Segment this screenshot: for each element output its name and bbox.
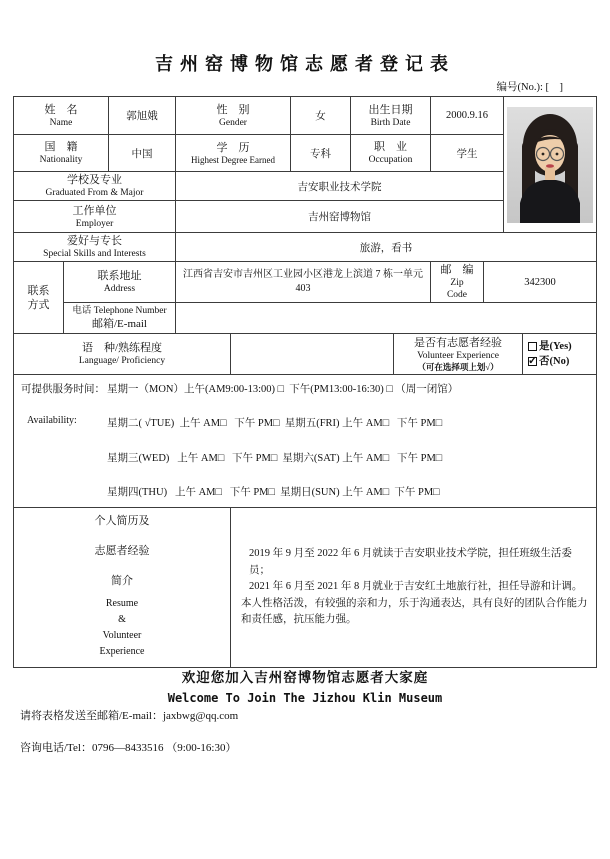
resume-label: 个人简历及 志愿者经验 简介 Resume & Volunteer Experience [14,508,231,668]
degree-label: 学 历 Highest Degree Earned [176,135,291,172]
contact-tel-line: 咨询电话/Tel：0796—8433516 （9:00-16:30） [20,742,237,754]
birthdate-label: 出生日期 Birth Date [351,97,431,135]
no-label: 否(No) [539,356,570,367]
occupation-value: 学生 [431,135,504,172]
zip-label: 邮 编 Zip Code [431,262,484,303]
skills-label: 爱好与专长 Special Skills and Interests [14,233,176,262]
gender-label: 性 别 Gender [176,97,291,135]
school-value: 吉安职业技术学院 [176,172,504,201]
employer-value: 吉州窑博物馆 [176,201,504,233]
welcome-message-en: Welcome To Join The Jizhou Klin Museum [167,691,443,705]
gender-value: 女 [291,97,351,135]
resume-line-2: 2021 年 6 月至 2021 年 8 月就业于吉安红土地旅行社，担任导游和计调。 [249,581,583,593]
name-label: 姓 名 Name [14,97,109,135]
availability-line-tue-fri [19,415,592,430]
employer-label: 工作单位 Employer [14,201,176,233]
degree-value: 专科 [291,135,351,172]
availability-line-mon [19,381,592,396]
language-label: 语 种/熟练程度 Language/ Proficiency [14,334,231,375]
school-label: 学校及专业 Graduated From & Major [14,172,176,201]
resume-line-1: 2019 年 9 月至 2022 年 6 月就读于吉安职业技术学院，担任班级生活委员； [249,548,572,576]
yes-label: 是(Yes) [539,341,572,352]
submit-email-line[interactable]: 请将表格发送至邮箱/E-mail：jaxbwg@qq.com [20,710,239,722]
volunteer-experience-checkboxes [523,334,597,375]
nationality-label: 国 籍 Nationality [14,135,109,172]
birthdate-value: 2000.9.16 [431,97,504,135]
availability-section [14,375,597,508]
yes-option[interactable] [524,339,595,354]
form-number-field[interactable]: 编号(No.): [ ] [496,82,563,93]
address-value: 江西省吉安市吉州区工业园小区港龙上滨道 7 栋一单元 403 [176,262,431,303]
applicant-photo [507,107,593,223]
yes-checkbox[interactable] [528,342,537,351]
availability-wed-sat-checkboxes[interactable]: 星期三(WED) 上午 AM□ 下午 PM□ 星期六(SAT) 上午 AM□ 下午 PM□ [107,452,443,464]
no-option[interactable] [524,354,595,369]
availability-tue-fri-checkboxes[interactable]: 星期二( √TUE) 上午 AM□ 下午 PM□ 星期五(FRI) 上午 AM□ 下午 PM□ [107,418,443,430]
welcome-message-cn: 欢迎您加入吉州窑博物馆志愿者大家庭 [181,670,429,685]
resume-line-3: 本人性格活泼，有较强的亲和力，乐于沟通表达，具有良好的团队合作能力和责任感，抗压能力强。 [241,597,588,626]
nationality-value: 中国 [109,135,176,172]
occupation-label: 职 业 Occupation [351,135,431,172]
volunteer-experience-label: 是否有志愿者经验 Volunteer Experience （可在选择项上划√） [394,334,523,375]
availability-title: 可提供服务时间： [21,384,105,395]
phone-email-label: 电话 Telephone Number 邮箱/E-mail [64,303,176,334]
registration-table [13,96,597,668]
phone-email-input[interactable] [176,303,597,334]
photo-cell [504,97,597,233]
no-checkbox[interactable] [528,357,537,366]
skills-value: 旅游，看书 [176,233,597,262]
resume-content [231,508,597,668]
language-input[interactable] [231,334,394,375]
availability-line-wed-sat [19,450,592,465]
availability-line-thu-sun [19,484,592,499]
availability-title-en: Availability: [27,415,77,427]
contact-group-label: 联系 方式 [14,262,64,334]
address-label: 联系地址 Address [64,262,176,303]
zip-value: 342300 [484,262,597,303]
form-title: 吉州窑博物馆志愿者登记表 [155,54,455,74]
name-value: 郭旭娥 [109,97,176,135]
availability-monday-checkboxes[interactable]: 星期一（MON）上午(AM9:00-13:00) □ 下午(PM13:00-16:30) □ （周一闭馆） [107,384,459,395]
availability-thu-sun-checkboxes[interactable]: 星期四(THU) 上午 AM□ 下午 PM□ 星期日(SUN) 上午 AM□ 下午 PM□ [107,486,440,498]
